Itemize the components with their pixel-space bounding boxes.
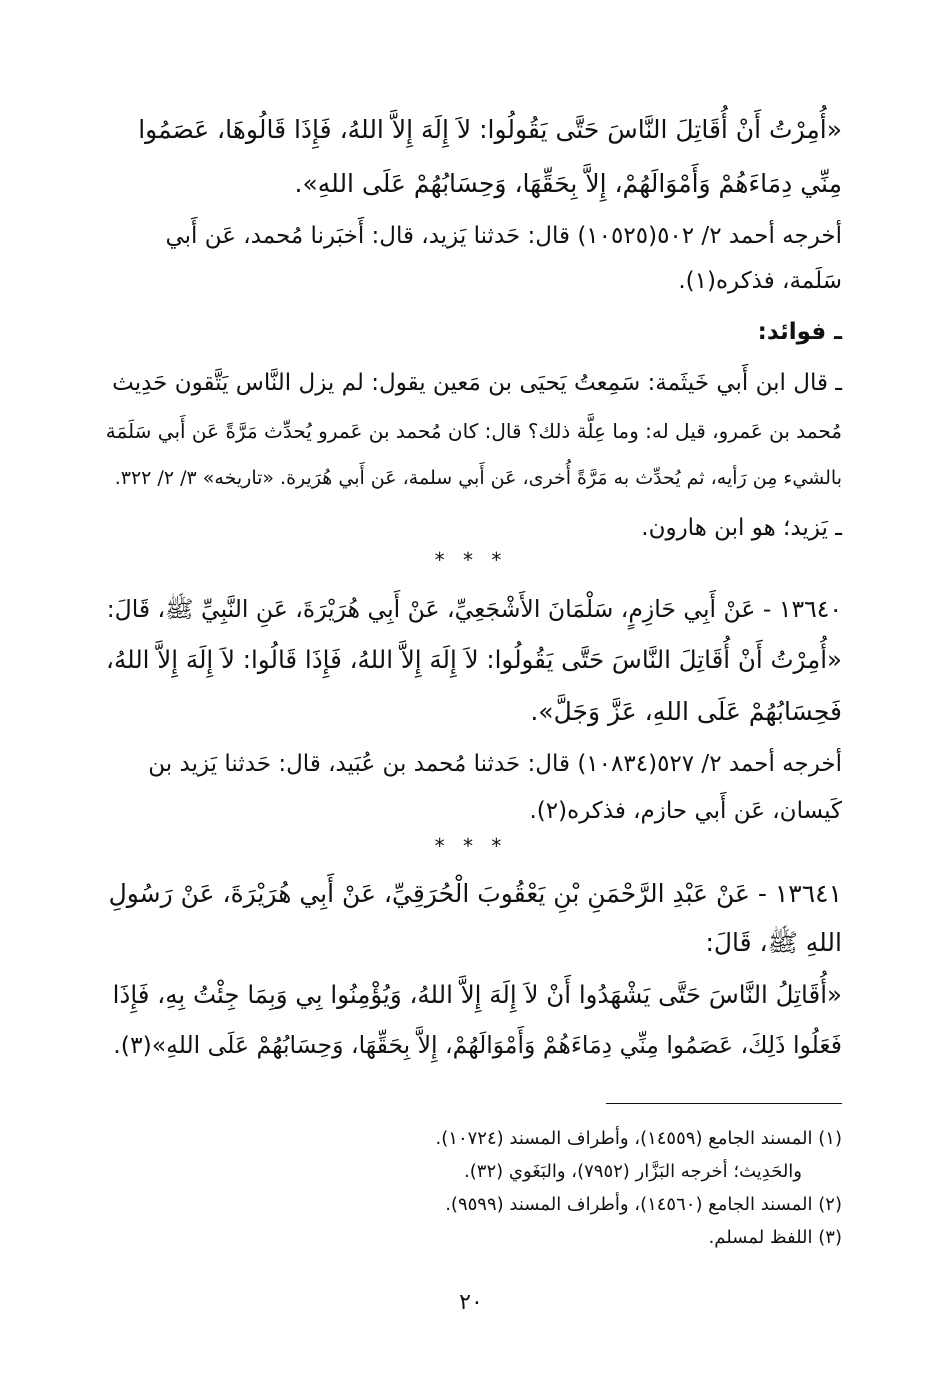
source-line: أخرجه أحمد ٢/ ٥٢٧(١٠٨٣٤) قال: حَدثنا مُحمد بن عُبَيد، قال: حَدثنا يَزيد بن bbox=[148, 751, 842, 777]
hadith-text-line: «أُقَاتِلُ النَّاسَ حَتَّى يَشْهَدُوا أَنْ لاَ إِلَهَ إِلاَّ اللهُ، وَيُؤْمِنُوا بِي وَبِمَا جِئْتُ بِهِ، فَإِذَا bbox=[112, 980, 842, 1009]
benefits-line: مُحمد بن عَمرو، قيل له: وما عِلَّة ذلك؟ قال: كان مُحمد بن عَمرو يُحدِّث مَرَّةً عَن أَبي سَلَمَة bbox=[105, 419, 842, 443]
source-line: كَيسان، عَن أَبي حازم، فذكره(٢). bbox=[529, 798, 842, 824]
footnote-line: (١) المسند الجامع (١٤٥٥٩)، وأطراف المسند (١٠٧٢٤). bbox=[435, 1128, 842, 1149]
footnote-line: والحَدِيث؛ أخرجه البَزَّار (٧٩٥٢)، والبَغَوي (٣٢). bbox=[464, 1161, 802, 1182]
source-line: سَلَمة، فذكره(١). bbox=[678, 268, 842, 294]
footnote-line: (٢) المسند الجامع (١٤٥٦٠)، وأطراف المسند (٩٥٩٩). bbox=[445, 1194, 842, 1215]
hadith-heading-line: ١٣٦٤٠ - عَنْ أَبِي حَازِمٍ، سَلْمَانَ الأَشْجَعِيِّ، عَنْ أَبِي هُرَيْرَةَ، عَنِ النَّبِيِّ ﷺ، قَالَ: bbox=[106, 595, 842, 623]
hadith-text-line: «أُمِرْتُ أَنْ أُقَاتِلَ النَّاسَ حَتَّى يَقُولُوا: لاَ إِلَهَ إِلاَّ اللهُ، فَإِذَا قَالُوا: لاَ إِلَهَ إِلاَّ اللهُ، bbox=[106, 645, 842, 674]
benefits-heading: ـ فوائد: bbox=[757, 319, 842, 345]
hadith-text-line: فَحِسَابُهُمْ عَلَى اللهِ، عَزَّ وَجَلَّ». bbox=[530, 697, 842, 726]
source-line: أخرجه أحمد ٢/ ٥٠٢(١٠٥٢٥) قال: حَدثنا يَزيد، قال: أَخبَرنا مُحمد، عَن أَبي bbox=[165, 223, 842, 249]
hadith-text-line: «أُمِرْتُ أَنْ أُقَاتِلَ النَّاسَ حَتَّى يَقُولُوا: لاَ إِلَهَ إِلاَّ اللهُ، فَإِذَا قَالُوهَا، عَصَمُوا bbox=[138, 115, 842, 144]
section-separator: * * * bbox=[434, 548, 508, 572]
footnote-line: (٣) اللفظ لمسلم. bbox=[708, 1227, 842, 1248]
footnote-rule bbox=[606, 1103, 842, 1104]
hadith-text-line: فَعَلُوا ذَلِكَ، عَصَمُوا مِنِّي دِمَاءَهُمْ وَأَمْوَالَهُمْ، إِلاَّ بِحَقِّهَا، وَحِسَابُهُمْ عَلَى اللهِ»(٣). bbox=[113, 1031, 842, 1059]
benefits-line: ـ يَزيد؛ هو ابن هارون. bbox=[641, 515, 842, 541]
section-separator: * * * bbox=[434, 834, 508, 858]
hadith-heading-line: اللهِ ﷺ، قَالَ: bbox=[705, 928, 842, 957]
benefits-line: بالشيء مِن رَأيه، ثم يُحدِّث به مَرَّةً أُخرى، عَن أَبي سلمة، عَن أَبي هُرَيرة. «تاريخه» ٣/ ٢/ ٣٢٢. bbox=[114, 467, 842, 489]
benefits-line: ـ قال ابن أَبي خَيثَمة: سَمِعتُ يَحيَى بن مَعين يقول: لم يزل النَّاس يَتَّقون حَدِيث bbox=[112, 370, 842, 396]
hadith-heading-line: ١٣٦٤١ - عَنْ عَبْدِ الرَّحْمَنِ بْنِ يَعْقُوبَ الْحُرَقِيِّ، عَنْ أَبِي هُرَيْرَةَ، عَنْ رَسُولِ bbox=[108, 879, 842, 908]
page-number: ٢٠ bbox=[459, 1290, 483, 1315]
hadith-text-line: مِنِّي دِمَاءَهُمْ وَأَمْوَالَهُمْ، إِلاَّ بِحَقِّهَا، وَحِسَابُهُمْ عَلَى اللهِ». bbox=[294, 169, 842, 198]
